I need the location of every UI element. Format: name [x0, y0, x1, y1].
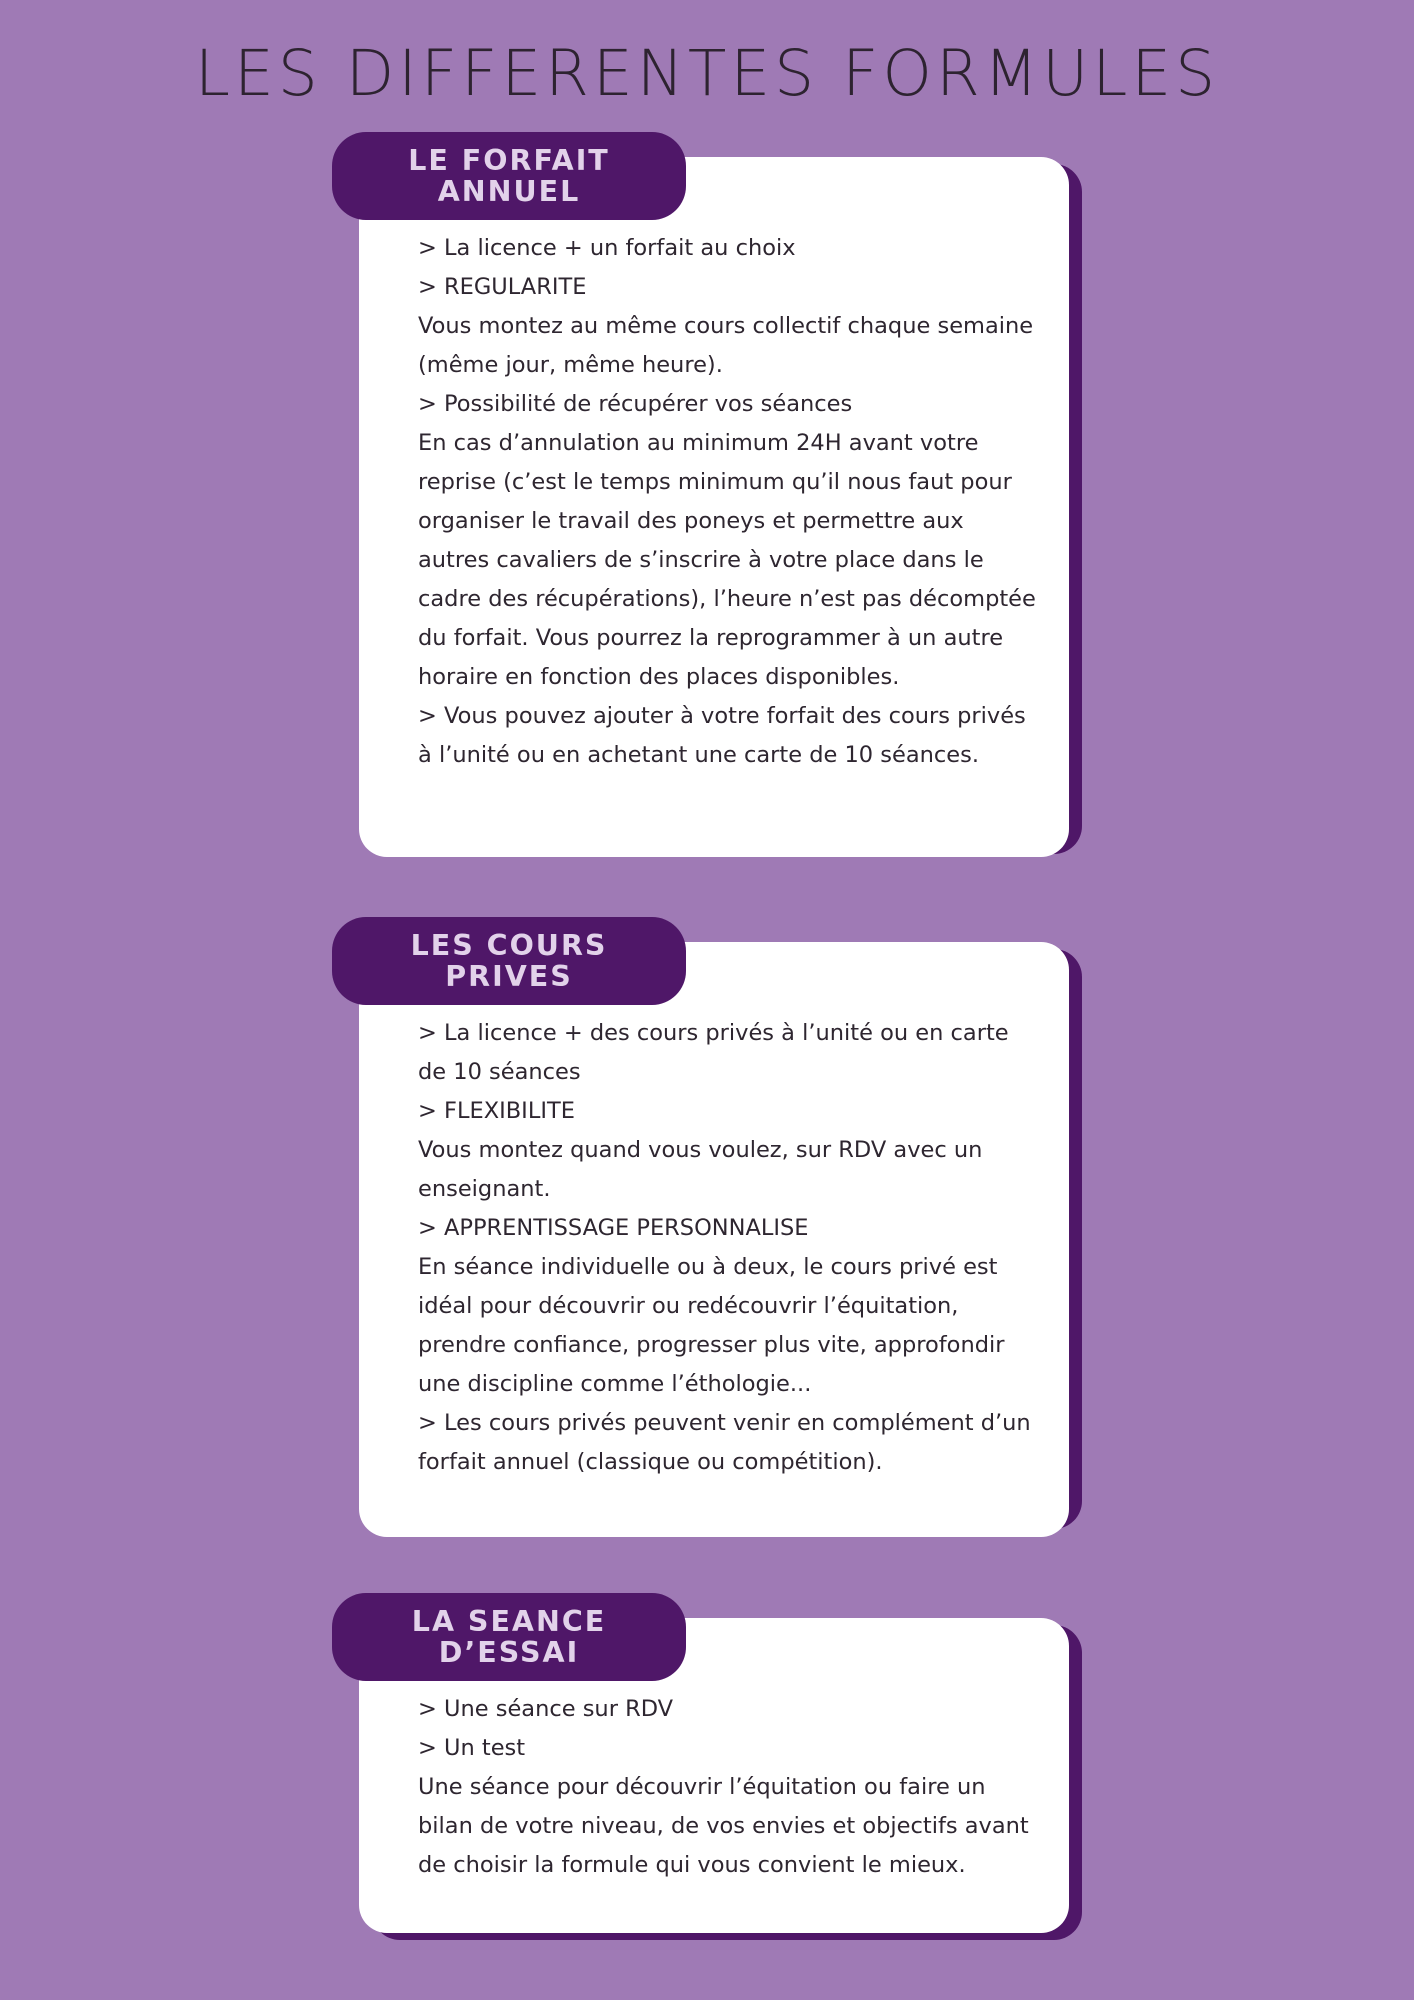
tab-label: LE FORFAIT ANNUEL: [408, 144, 610, 208]
text-line: > Un test: [418, 1735, 526, 1761]
text-line: Une séance pour découvrir l’équitation ou faire un bilan de votre niveau, de vos envies et objectifs avant de choisir la formule qui vous convient le mieux.: [418, 1774, 1029, 1878]
card-body: [418, 1014, 1038, 1482]
tab-seance-essai: [332, 1593, 686, 1681]
card-body: [418, 1690, 1038, 1885]
tab-label: LA SEANCE D’ESSAI: [411, 1605, 607, 1669]
text-line: > La licence + un forfait au choix: [418, 235, 796, 261]
text-line: En cas d’annulation au minimum 24H avant votre reprise (c’est le temps minimum qu’il nous faut pour organiser le travail des poneys et permettre aux autres cavaliers de s’inscrire à votre place dans le cadre des récupérations), l’heure n’est pas décomptée du forfait. Vous pourrez la reprogrammer à un autre horaire en fonction des places disponibles.: [418, 430, 1036, 690]
text-line: > La licence + des cours privés à l’unité ou en carte de 10 séances: [418, 1020, 1009, 1085]
text-line: > REGULARITE: [418, 274, 587, 300]
section-forfait-annuel: [330, 132, 1084, 892]
text-line: > Vous pouvez ajouter à votre forfait des cours privés à l’unité ou en achetant une carte de 10 séances.: [418, 703, 1026, 768]
tab-cours-prives: [332, 917, 686, 1005]
text-line: > FLEXIBILITE: [418, 1098, 575, 1124]
text-line: > Possibilité de récupérer vos séances: [418, 391, 853, 417]
section-cours-prives: [330, 917, 1084, 1567]
page-title: LES DIFFERENTES FORMULES: [194, 37, 1220, 110]
section-seance-essai: [330, 1593, 1084, 1953]
text-line: Vous montez au même cours collectif chaque semaine (même jour, même heure).: [418, 313, 1034, 378]
text-line: Vous montez quand vous voulez, sur RDV avec un enseignant.: [418, 1137, 983, 1202]
tab-forfait-annuel: [332, 132, 686, 220]
card-body: [418, 229, 1038, 775]
text-line: > APPRENTISSAGE PERSONNALISE: [418, 1215, 809, 1241]
text-line: En séance individuelle ou à deux, le cours privé est idéal pour découvrir ou redécouvrir l’équitation, prendre confiance, progresser plus vite, approfondir une discipline comme l’éthologie...: [418, 1254, 1005, 1397]
text-line: > Les cours privés peuvent venir en complément d’un forfait annuel (classique ou compétition).: [418, 1410, 1031, 1475]
text-line: > Une séance sur RDV: [418, 1696, 674, 1722]
tab-label: LES COURS PRIVES: [410, 929, 608, 993]
